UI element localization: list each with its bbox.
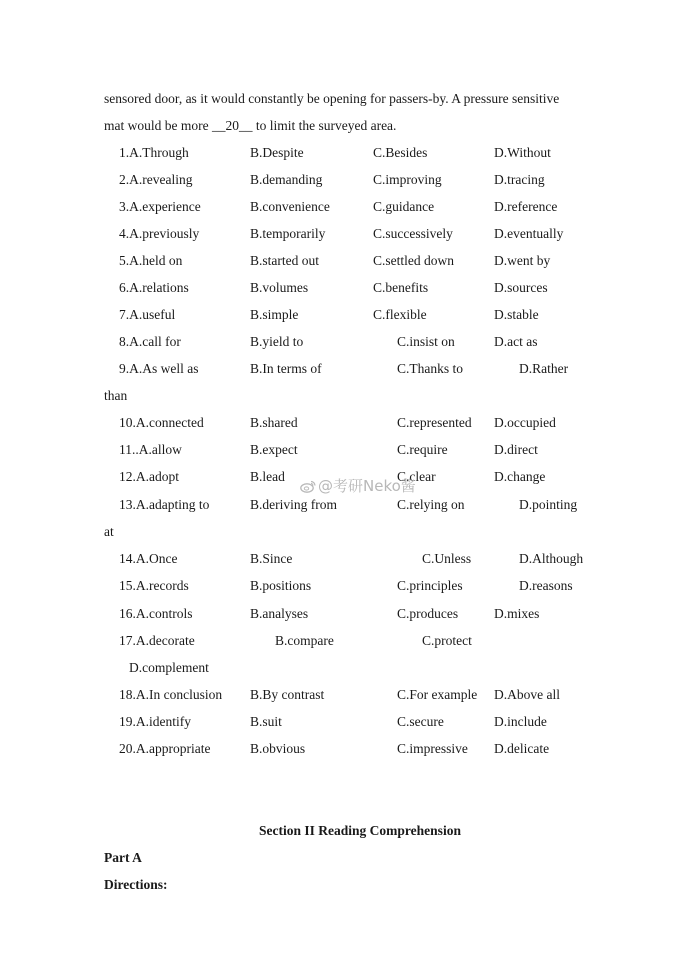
q12-option-a: 12.A.adopt xyxy=(119,469,179,484)
q3-option-b: B.convenience xyxy=(250,199,330,214)
q11-option-b: B.expect xyxy=(250,442,298,457)
q5-option-c: C.settled down xyxy=(373,253,454,268)
q8-option-b: B.yield to xyxy=(250,334,304,349)
q4-option-c: C.successively xyxy=(373,226,453,241)
q4-option-b: B.temporarily xyxy=(250,226,326,241)
q11-option-c: C.require xyxy=(397,442,448,457)
q13-option-d-wrap: at xyxy=(104,524,114,539)
q20-option-d: D.delicate xyxy=(494,741,550,756)
q15-option-a: 15.A.records xyxy=(119,578,189,593)
q15-option-c: C.principles xyxy=(397,578,463,593)
q4-option-a: 4.A.previously xyxy=(119,226,200,241)
q12-option-d: D.change xyxy=(494,469,546,484)
q3-option-d: D.reference xyxy=(494,199,558,214)
q5-option-b: B.started out xyxy=(250,253,319,268)
q18-option-c: C.For example xyxy=(397,687,478,702)
q14-option-d: D.Although xyxy=(519,551,584,566)
q10-option-b: B.shared xyxy=(250,415,298,430)
q1-option-d: D.Without xyxy=(494,145,551,160)
q16-option-b: B.analyses xyxy=(250,606,309,621)
q13-option-a: 13.A.adapting to xyxy=(119,497,210,512)
q6-option-d: D.sources xyxy=(494,280,548,295)
q5-option-d: D.went by xyxy=(494,253,551,268)
q18-option-b: B.By contrast xyxy=(250,687,325,702)
q9-option-d-wrap: than xyxy=(104,388,128,403)
q3-option-a: 3.A.experience xyxy=(119,199,201,214)
q19-option-c: C.secure xyxy=(397,714,444,729)
q15-option-b: B.positions xyxy=(250,578,312,593)
part-heading: Part A xyxy=(104,850,142,865)
q6-option-c: C.benefits xyxy=(373,280,429,295)
q13-option-b: B.deriving from xyxy=(250,497,337,512)
q9-option-c: C.Thanks to xyxy=(397,361,463,376)
q2-option-a: 2.A.revealing xyxy=(119,172,193,187)
q14-option-c: C.Unless xyxy=(422,551,472,566)
q9-option-a: 9.A.As well as xyxy=(119,361,199,376)
q10-option-a: 10.A.connected xyxy=(119,415,204,430)
q11-option-d: D.direct xyxy=(494,442,538,457)
weibo-logo-icon xyxy=(300,480,316,493)
q20-option-b: B.obvious xyxy=(250,741,306,756)
q5-option-a: 5.A.held on xyxy=(119,253,183,268)
q7-option-a: 7.A.useful xyxy=(119,307,176,322)
q6-option-a: 6.A.relations xyxy=(119,280,189,295)
q16-option-d: D.mixes xyxy=(494,606,540,621)
q12-option-c: C.clear xyxy=(397,469,436,484)
passage-line-1: sensored door, as it would constantly be opening for passers-by. A pressure sensitive xyxy=(104,91,560,106)
directions-heading: Directions: xyxy=(104,877,168,892)
q11-option-a: 11..A.allow xyxy=(119,442,182,457)
q4-option-d: D.eventually xyxy=(494,226,564,241)
watermark-text: @考研Neko酱 xyxy=(318,477,416,495)
q7-option-c: C.flexible xyxy=(373,307,427,322)
q8-option-d: D.act as xyxy=(494,334,538,349)
q15-option-d: D.reasons xyxy=(519,578,573,593)
q1-option-c: C.Besides xyxy=(373,145,428,160)
q7-option-b: B.simple xyxy=(250,307,299,322)
q2-option-b: B.demanding xyxy=(250,172,323,187)
q18-option-d: D.Above all xyxy=(494,687,560,702)
q7-option-d: D.stable xyxy=(494,307,539,322)
q17-option-d: D.complement xyxy=(129,660,209,675)
q1-option-a: 1.A.Through xyxy=(119,145,189,160)
q3-option-c: C.guidance xyxy=(373,199,435,214)
q8-option-a: 8.A.call for xyxy=(119,334,181,349)
section-title: Section II Reading Comprehension xyxy=(259,823,461,838)
q18-option-a: 18.A.In conclusion xyxy=(119,687,223,702)
q14-option-b: B.Since xyxy=(250,551,293,566)
q9-option-d: D.Rather xyxy=(519,361,569,376)
q14-option-a: 14.A.Once xyxy=(119,551,178,566)
q8-option-c: C.insist on xyxy=(397,334,455,349)
q16-option-a: 16.A.controls xyxy=(119,606,193,621)
q2-option-d: D.tracing xyxy=(494,172,545,187)
q13-option-c: C.relying on xyxy=(397,497,465,512)
q10-option-c: C.represented xyxy=(397,415,472,430)
q10-option-d: D.occupied xyxy=(494,415,556,430)
q19-option-a: 19.A.identify xyxy=(119,714,191,729)
q19-option-b: B.suit xyxy=(250,714,282,729)
q19-option-d: D.include xyxy=(494,714,547,729)
q20-option-c: C.impressive xyxy=(397,741,468,756)
q20-option-a: 20.A.appropriate xyxy=(119,741,211,756)
q12-option-b: B.lead xyxy=(250,469,285,484)
q17-option-c: C.protect xyxy=(422,633,472,648)
watermark xyxy=(300,477,416,495)
q13-option-d: D.pointing xyxy=(519,497,578,512)
q17-option-b: B.compare xyxy=(275,633,334,648)
q17-option-a: 17.A.decorate xyxy=(119,633,195,648)
q16-option-c: C.produces xyxy=(397,606,459,621)
q1-option-b: B.Despite xyxy=(250,145,304,160)
passage-line-2: mat would be more __20__ to limit the surveyed area. xyxy=(104,118,397,133)
q6-option-b: B.volumes xyxy=(250,280,309,295)
q2-option-c: C.improving xyxy=(373,172,442,187)
q9-option-b: B.In terms of xyxy=(250,361,322,376)
